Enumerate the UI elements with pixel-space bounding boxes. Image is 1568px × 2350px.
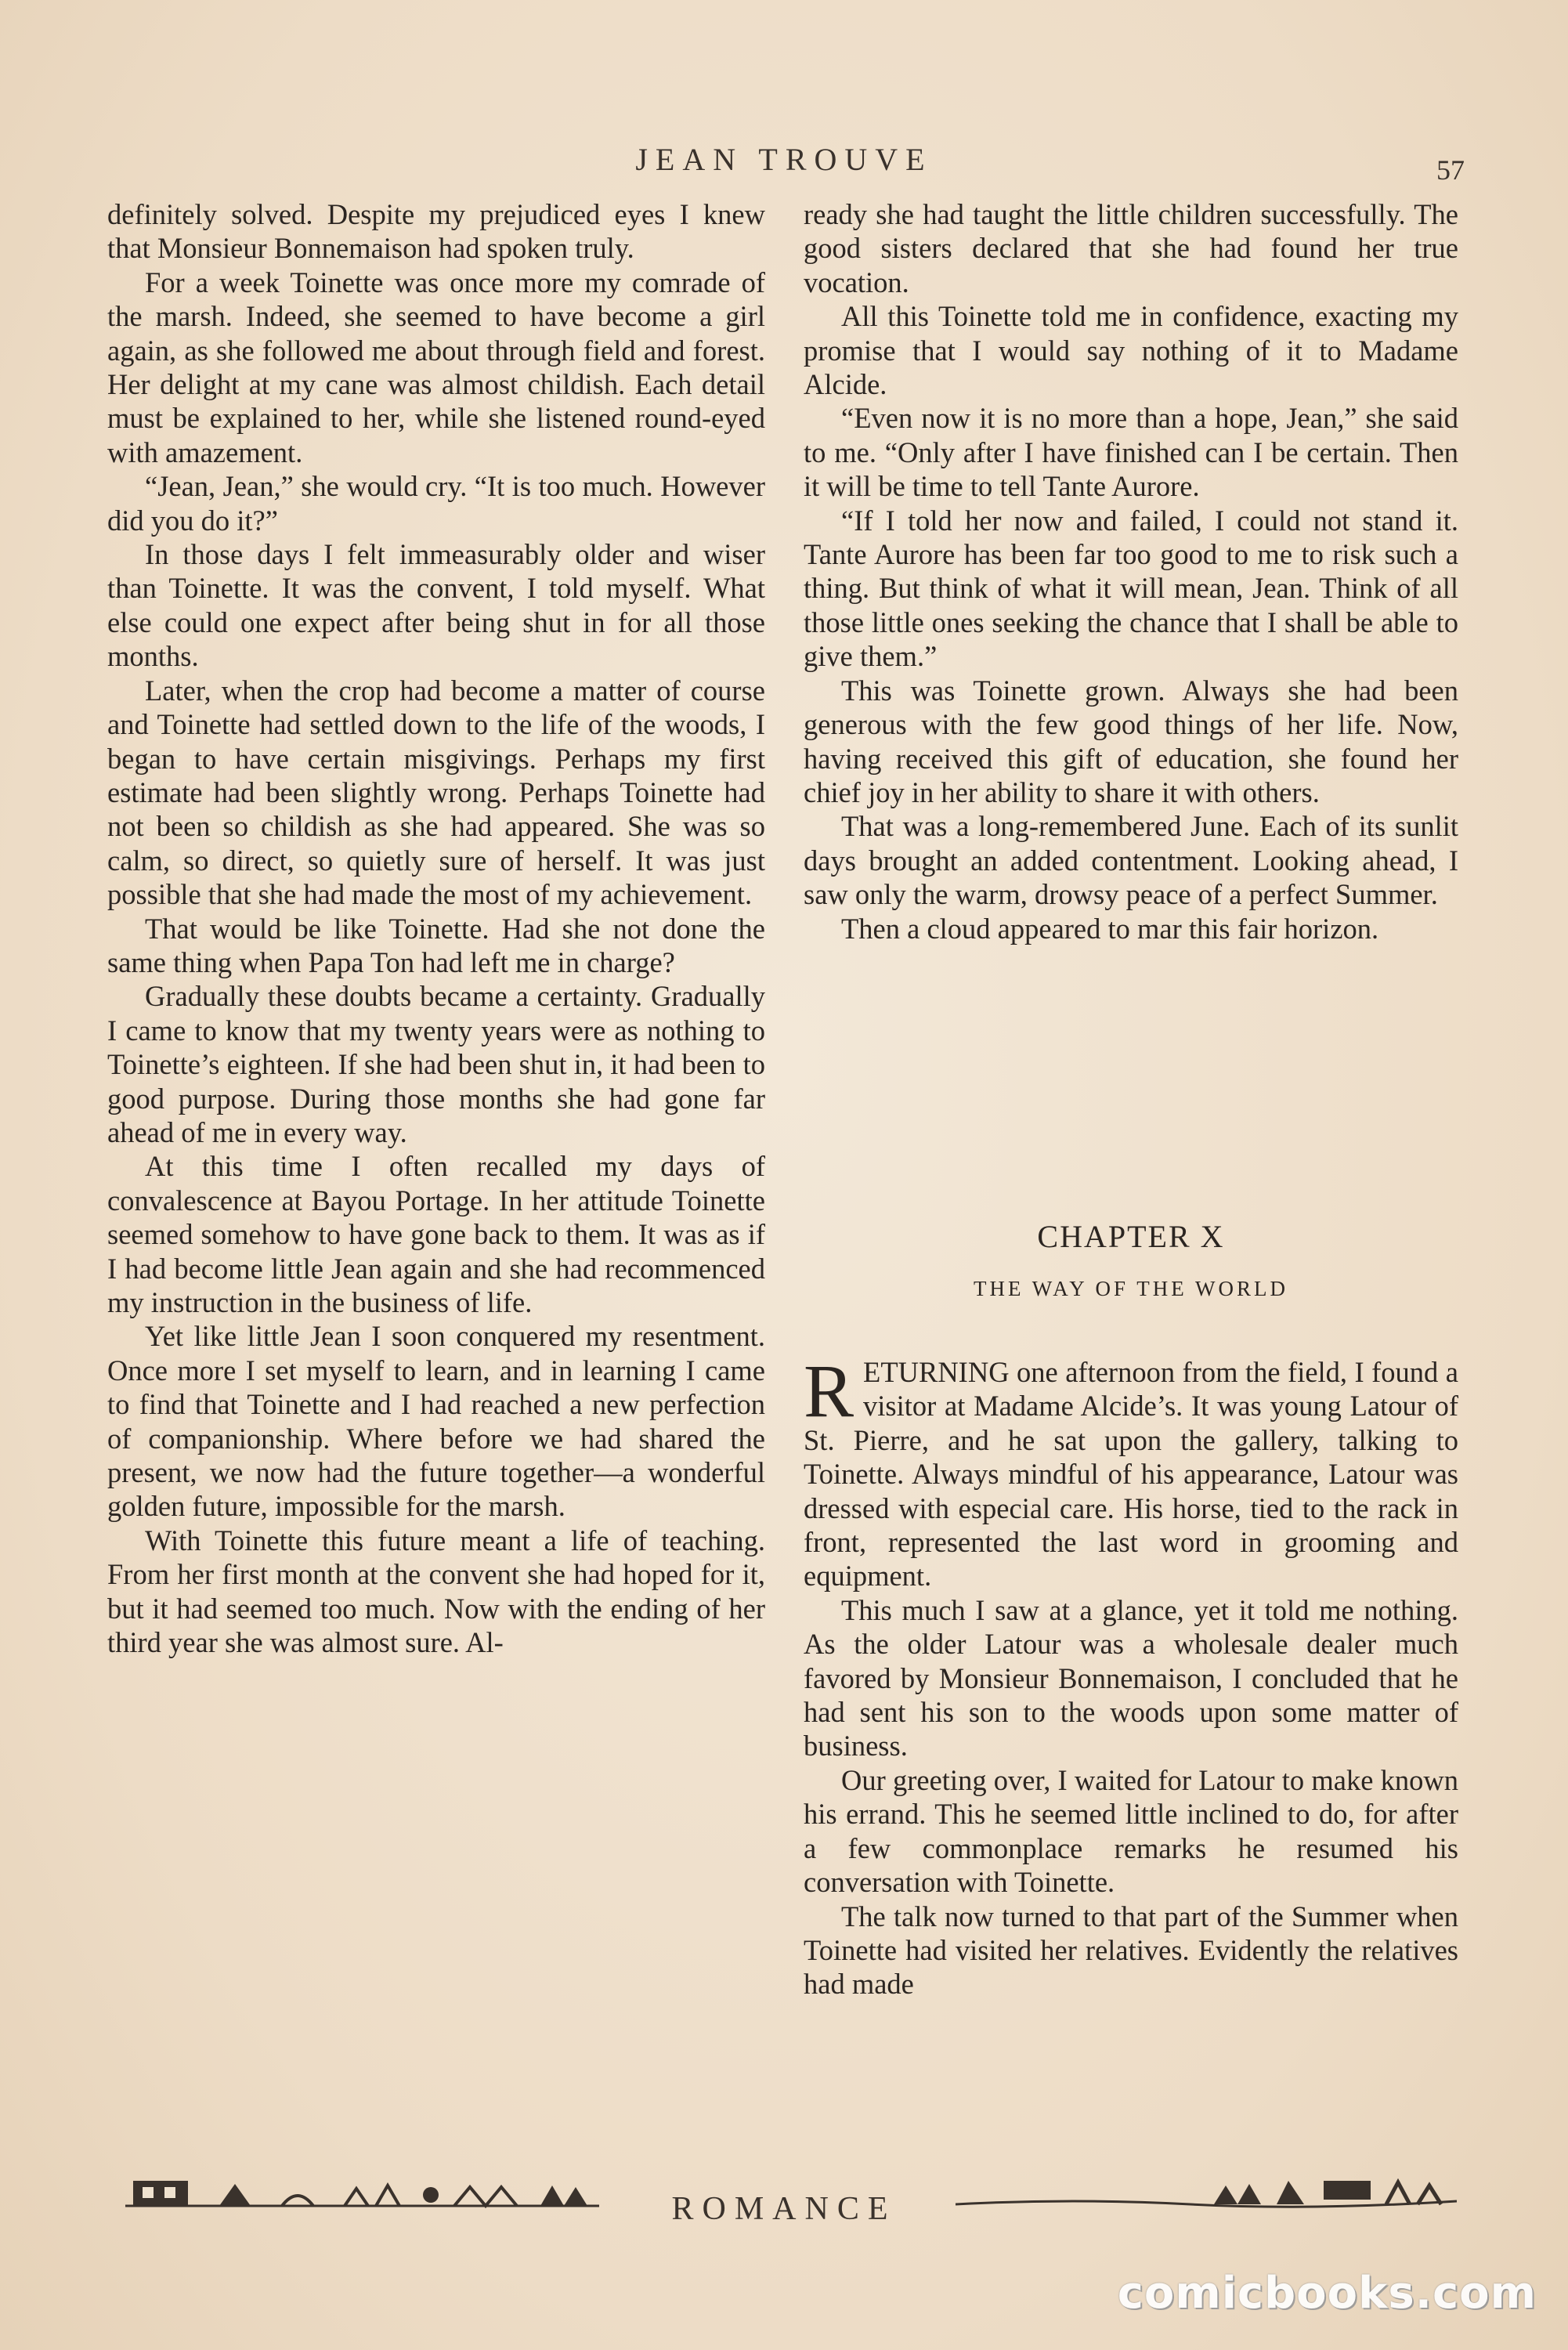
right-ornament-icon (956, 2170, 1457, 2217)
paragraph: With Toinette this future meant a life of teaching. From her first month at the convent she had hoped for it, but it had seemed too much. Now with the ending of her third year she was almost sure. Al- (107, 1524, 765, 1659)
paragraph: “If I told her now and failed, I could not stand it. Tante Aurore has been far too good to me to risk such a thing. But think of what it will mean, Jean. Think of all those little ones seeking the chance that I shall be able to give them.” (804, 504, 1458, 673)
chapter-title: CHAPTER X (1037, 1219, 1225, 1254)
running-head: JEAN TROUVE (635, 142, 933, 177)
paragraph: ready she had taught the little children successfully. The good sisters declared that she had found her true vocation. (804, 198, 1458, 298)
paragraph: “Even now it is no more than a hope, Jean,” she said to me. “Only after I have finished can I be certain. Then it will be time to tell Tante Aurore. (804, 402, 1458, 503)
paragraph: That was a long-remembered June. Each of its sunlit days brought an added contentment. Looking ahead, I saw only the warm, drowsy peace of a perfect Summer. (804, 810, 1458, 911)
watermark: comicbooks.com (1117, 2268, 1537, 2319)
paragraph: The talk now turned to that part of the Summer when Toinette had visited her relatives. Evidently the relatives had made (804, 1900, 1458, 2001)
paragraph: For a week Toinette was once more my comrade of the marsh. Indeed, she seemed to have become a girl again, as she followed me about through field and forest. Her delight at my cane was almost childish. Each detail must be explained to her, while she listened round-eyed with amazement. (107, 266, 765, 468)
paragraph: That would be like Toinette. Had she not done the same thing when Papa Ton had left me in charge? (107, 912, 765, 978)
drop-cap: R (804, 1349, 854, 1433)
paragraph: Our greeting over, I waited for Latour to make known his errand. This he seemed little inclined to do, for after a few commonplace remarks he resumed his conversation with Toinette. (804, 1763, 1458, 1899)
right-column-top (804, 197, 1458, 945)
magazine-title: ROMANCE (671, 2191, 897, 2227)
paragraph: definitely solved. Despite my prejudiced eyes I knew that Monsieur Bonnemaison had spoken truly. (107, 198, 765, 265)
paragraph: Then a cloud appeared to mar this fair horizon. (841, 912, 1379, 945)
opening-text: ETURNING one afternoon from the field, I found a visitor at Madame Alcide’s. It was young Latour of St. Pierre, and he sat upon the gallery, talking to Toinette. Always mindful of his appearance, Latour was dressed with especial care. His horse, tied to the rack in front, represented the last word in grooming and equipment. (804, 1356, 1458, 1593)
paragraph: This much I saw at a glance, yet it told me nothing. As the older Latour was a wholesale dealer much favored by Monsieur Bonnemaison, I concluded that he had sent his son to the woods upon some matter of business. (804, 1593, 1458, 1762)
paragraph: Later, when the crop had become a matter of course and Toinette had settled down to the life of the woods, I began to have certain misgivings. Perhaps my first estimate had been slightly wrong. Perhaps Toinette had not been so childish as she had appeared. She was so calm, so direct, so quietly sure of herself. It was just possible that she had made the most of my achievement. (107, 674, 765, 911)
right-column-bottom (804, 1349, 1458, 2001)
left-column (107, 197, 765, 1659)
paragraph: Yet like little Jean I soon conquered my resentment. Once more I set myself to learn, and in learning I came to find that Toinette and I had reached a new perfection of companionship. Where before we had shared the present, we now had the future together—a wonderful golden future, impossible for the marsh. (107, 1320, 765, 1523)
paragraph: “Jean, Jean,” she would cry. “It is too much. However did you do it?” (107, 470, 765, 537)
paragraph: All this Toinette told me in confidence, exacting my promise that I would say nothing of it to Madame Alcide. (804, 300, 1458, 401)
paragraph: At this time I often recalled my days of convalescence at Bayou Portage. In her attitude Toinette seemed somehow to have gone back to them. It was as if I had become little Jean again and she had recommenced my instruction in the business of life. (107, 1150, 765, 1318)
footer (0, 2170, 1568, 2225)
chapter-heading (804, 1218, 1458, 1301)
chapter-opening-paragraph (804, 1349, 1458, 1593)
paragraph: In those days I felt immeasurably older and wiser than Toinette. It was the convent, I told myself. What else could one expect after being shut in for all those months. (107, 538, 765, 673)
page-number: 57 (1436, 154, 1465, 186)
chapter-subtitle: THE WAY OF THE WORLD (973, 1277, 1288, 1300)
paragraph: Gradually these doubts became a certainty. Gradually I came to know that my twenty years were as nothing to Toinette’s eighteen. If she had been shut in, it had been to good purpose. During those months she had gone far ahead of me in every way. (107, 980, 765, 1148)
paragraph: This was Toinette grown. Always she had been generous with the few good things of her life. Now, having received this gift of education, she found her chief joy in her ability to share it with others. (804, 674, 1458, 808)
